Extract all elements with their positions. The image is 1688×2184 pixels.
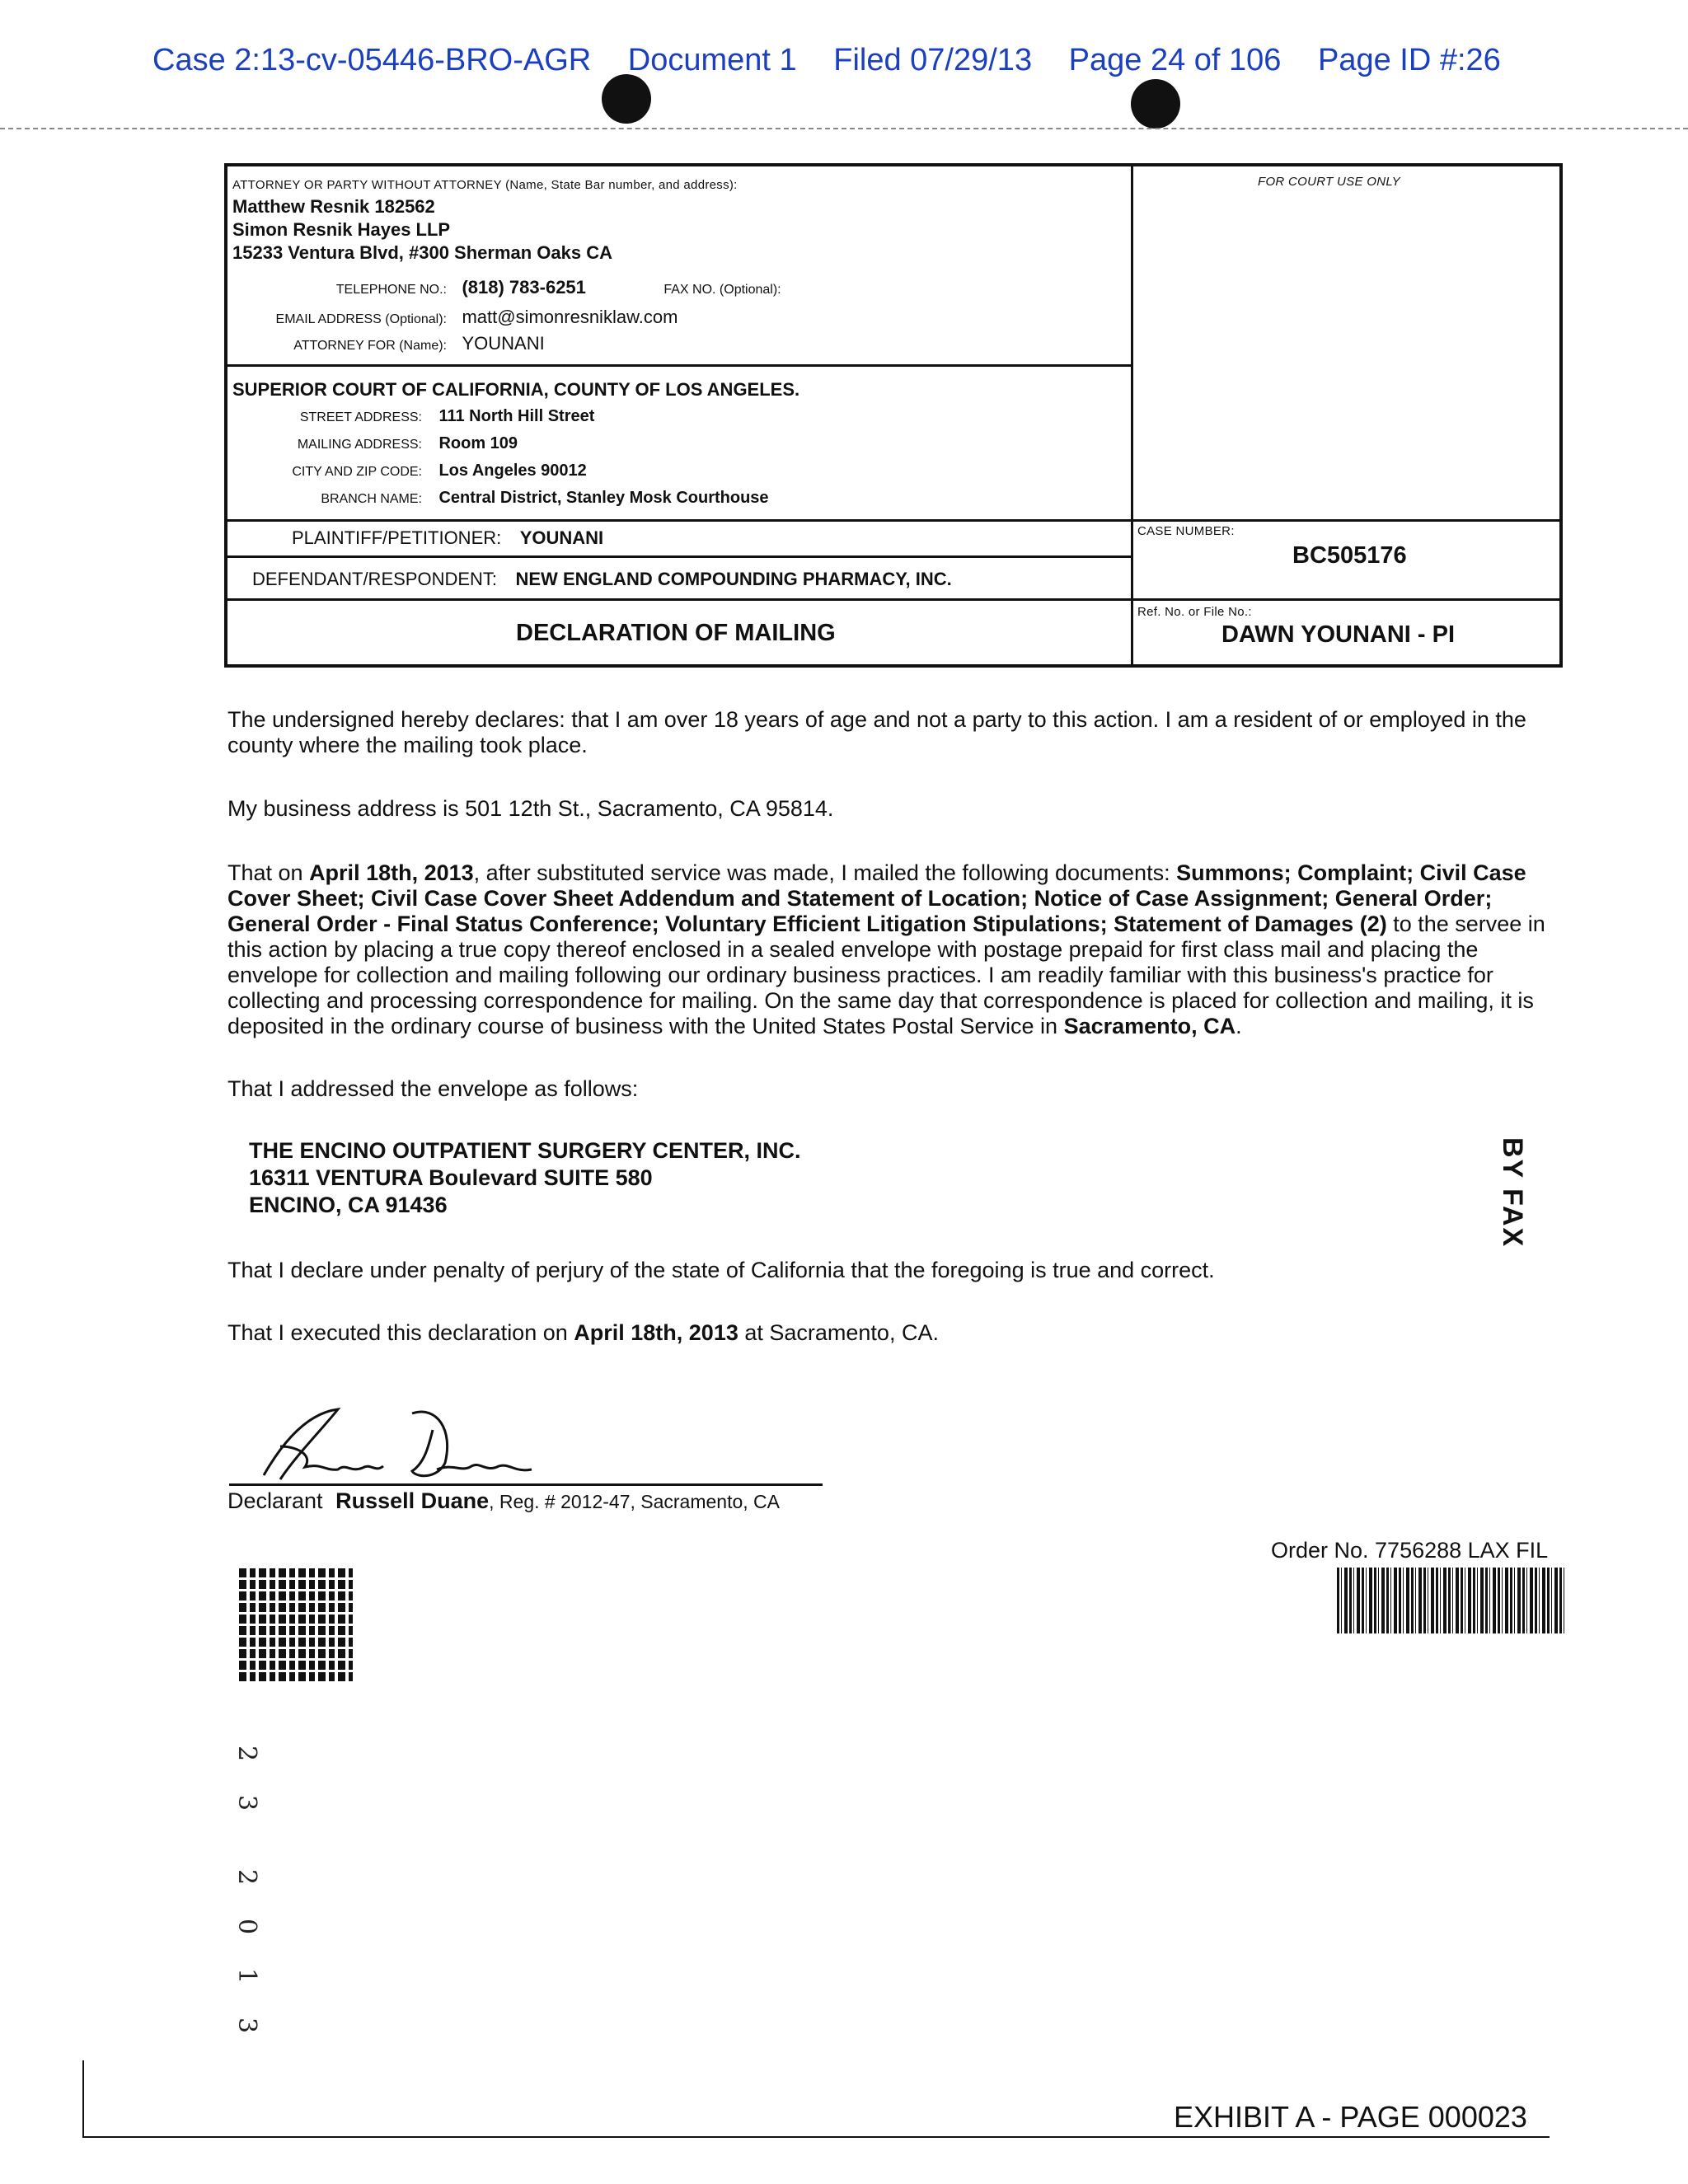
city-row [232, 462, 587, 480]
paragraph-perjury: That I declare under penalty of perjury of the state of California that the foregoing is true and correct. [227, 1258, 1215, 1282]
recipient-name: THE ENCINO OUTPATIENT SURGERY CENTER, INC. [249, 1138, 801, 1163]
branch-label: BRANCH NAME: [321, 492, 422, 506]
case-number-header: Case 2:13-cv-05446-BRO-AGR [152, 43, 592, 77]
firm-name: Simon Resnik Hayes LLP [232, 219, 451, 240]
case-number-value: BC505176 [1292, 542, 1407, 569]
mailing-text: , after substituted service was made, I mailed the following documents: [473, 860, 1177, 885]
mailing-city: Sacramento, CA [1063, 1014, 1236, 1038]
mailing-procedure: to the servee in this action by placing a true copy thereof enclosed in a sealed envelope with postage prepaid for first class mail and placing the envelope for collection and mailing following our ordinary business practices. I am readily familiar with this business's practice for collecting and processing correspondence for mailing. On the same day that correspondence is placed for collection and mailing, it is deposited in the ordinary course of business with the United States Postal Service in [227, 912, 1545, 1038]
city-label: CITY AND ZIP CODE: [292, 465, 422, 479]
attorney-for-row [232, 333, 545, 354]
period: . [1236, 1014, 1242, 1038]
execution-intro: That I executed this declaration on [227, 1320, 574, 1345]
email-row [232, 307, 678, 328]
margin-stamp-digit: 2 [232, 1745, 262, 1762]
filing-header [152, 43, 1529, 78]
telephone-row [232, 277, 781, 298]
plaintiff-row [292, 527, 603, 549]
document-title: DECLARATION OF MAILING [516, 620, 836, 646]
declarant-label: Declarant [227, 1488, 323, 1513]
branch-value: Central District, Stanley Mosk Courthouse [438, 489, 769, 507]
mailing-row [232, 434, 518, 453]
recipient-city: ENCINO, CA 91436 [249, 1193, 448, 1217]
telephone-value: (818) 783-6251 [462, 277, 586, 298]
by-fax-stamp: BY FAX [1497, 1137, 1528, 1249]
margin-stamp-digit: 3 [232, 1794, 262, 1811]
paragraph-address-intro: That I addressed the envelope as follows: [227, 1076, 639, 1101]
email-value: matt@simonresniklaw.com [462, 307, 678, 327]
attorney-name: Matthew Resnik 182562 [232, 196, 435, 217]
recipient-street: 16311 VENTURA Boulevard SUITE 580 [249, 1165, 653, 1190]
declarant-line [227, 1488, 780, 1514]
data-matrix-code [239, 1566, 353, 1681]
attorney-for-value: YOUNANI [462, 333, 545, 354]
header-divider [0, 128, 1688, 129]
defendant-label: DEFENDANT/RESPONDENT: [252, 569, 498, 589]
form-divider [227, 555, 1131, 558]
street-row [232, 407, 594, 426]
fax-label: FAX NO. (Optional): [663, 283, 781, 297]
attorney-label: ATTORNEY OR PARTY WITHOUT ATTORNEY (Name, State Bar number, and address): [232, 178, 738, 192]
attorney-for-label: ATTORNEY FOR (Name): [293, 339, 447, 353]
margin-stamp-digit: 0 [232, 1918, 262, 1935]
order-barcode [1337, 1568, 1564, 1633]
branch-row [232, 489, 769, 508]
form-divider [227, 598, 1563, 601]
paragraph-business-address: My business address is 501 12th St., Sacramento, CA 95814. [227, 796, 834, 821]
court-name: SUPERIOR COURT OF CALIFORNIA, COUNTY OF LOS ANGELES. [232, 379, 800, 400]
ref-value: DAWN YOUNANI - PI [1221, 621, 1456, 648]
declarant-registration: , Reg. # 2012-47, Sacramento, CA [489, 1491, 781, 1512]
execution-place: at Sacramento, CA. [738, 1320, 939, 1345]
attorney-address: 15233 Ventura Blvd, #300 Sherman Oaks CA [232, 242, 613, 263]
plaintiff-value: YOUNANI [519, 527, 604, 548]
case-number-label: CASE NUMBER: [1137, 524, 1235, 538]
mailing-label: MAILING ADDRESS: [297, 438, 422, 452]
handwritten-signature [247, 1397, 544, 1488]
margin-stamp-digit: 2 [232, 1868, 262, 1886]
street-label: STREET ADDRESS: [299, 410, 422, 424]
defendant-value: NEW ENGLAND COMPOUNDING PHARMACY, INC. [515, 569, 952, 589]
street-value: 111 North Hill Street [438, 407, 595, 425]
caption-form [224, 163, 1563, 668]
form-divider [1131, 166, 1133, 664]
exhibit-page-label: EXHIBIT A - PAGE 000023 [1174, 2100, 1527, 2134]
mailing-intro: That on [227, 860, 310, 885]
plaintiff-label: PLAINTIFF/PETITIONER: [292, 527, 502, 548]
mailing-date: April 18th, 2013 [309, 860, 474, 885]
paragraph-execution [227, 1320, 1563, 1346]
footer-rule [82, 2136, 1550, 2138]
email-label: EMAIL ADDRESS (Optional): [275, 312, 447, 326]
form-divider [227, 364, 1131, 367]
form-divider [227, 519, 1563, 522]
court-use-label: FOR COURT USE ONLY [1258, 175, 1400, 189]
defendant-row [252, 569, 952, 590]
signature-line [229, 1483, 823, 1486]
mailing-value: Room 109 [438, 434, 518, 452]
declarant-name: Russell Duane [335, 1488, 490, 1513]
page-count: Page 24 of 106 [1068, 43, 1282, 77]
documents-list: Summons; Complaint; Civil Case Cover Sheet; Civil Case Cover Sheet Addendum and Statement of Location; Notice of Case Assignment; General Order; General Order - Final Status Conference; Voluntary Efficient Litigation Stipulations; Statement of Damages (2) [227, 860, 1526, 936]
paragraph-mailing [227, 860, 1563, 1039]
margin-stamp-digit: 1 [232, 1967, 262, 1985]
city-value: Los Angeles 90012 [438, 462, 587, 480]
telephone-label: TELEPHONE NO.: [335, 283, 447, 297]
ref-label: Ref. No. or File No.: [1137, 605, 1252, 619]
paragraph-eligibility: The undersigned hereby declares: that I am over 18 years of age and not a party to this action. I am a resident of or employed in the county where the mailing took place. [227, 707, 1526, 757]
page-id: Page ID #:26 [1317, 43, 1501, 77]
execution-date: April 18th, 2013 [574, 1320, 738, 1345]
punch-hole [1131, 79, 1180, 129]
margin-stamp-digit: 3 [232, 2017, 262, 2034]
order-number: Order No. 7756288 LAX FIL [1271, 1538, 1549, 1563]
punch-hole [602, 74, 651, 124]
recipient-address [249, 1137, 801, 1219]
filed-date: Filed 07/29/13 [833, 43, 1033, 77]
footer-margin-line [82, 2060, 84, 2136]
document-number: Document 1 [627, 43, 797, 77]
